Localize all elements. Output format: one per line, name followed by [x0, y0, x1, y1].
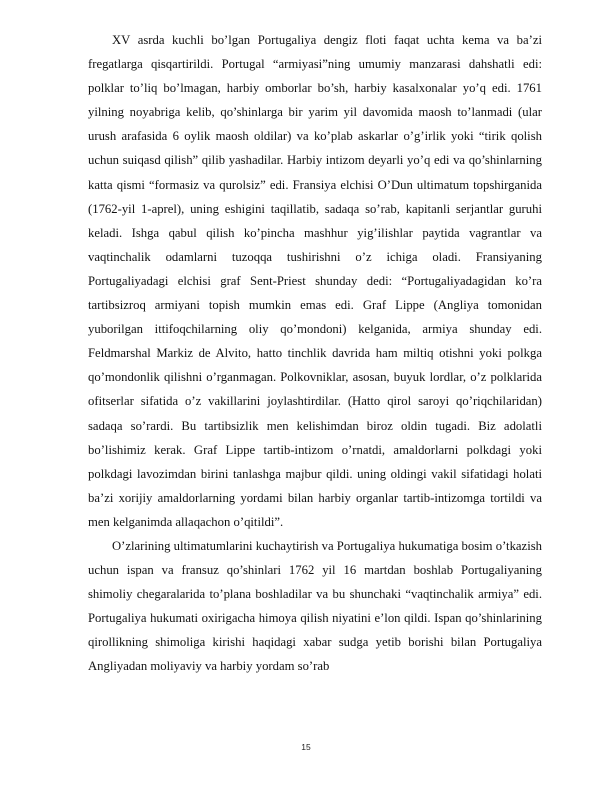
page-number: 15 — [301, 742, 311, 752]
paragraph-2: O’zlarining ultimatumlarini kuchaytirish va Portugaliya hukumatiga bosim o’tkazish uchun ispan va fransuz qo’shinlari 1762 yil 16 martdan boshlab Portugaliyaning shimoliy chegaralarida to’plana boshladilar va bu shunchaki “vaqtinchalik armiya” edi. Portugaliya hukumati oxirigacha himoya qilish niyatini e’lon qildi. Ispan qo’shinlarining qirollikning shimoliga kirishi haqidagi xabar sudga yetib borishi bilan Portugaliya Angliyadan moliyaviy va harbiy yordam so’rab — [88, 538, 542, 674]
paragraph-1: XV asrda kuchli bo’lgan Portugaliya dengiz floti faqat uchta kema va ba’zi fregatlarga qisqartirildi. Portugal “armiyasi”ning umumiy manzarasi dahshatli edi: polklar to’liq bo’lmagan, harbiy omborlar bo’sh, harbiy kasalxonalar yo’q edi. 1761 yilning noyabriga kelib, qo’shinlarga bir yarim yil davomida maosh to’lanmadi (ular urush arafasida 6 oylik maosh oldilar) va ko’plab askarlar o’g’irlik yoki “tirik qolish uchun suiqasd qilish” qilib yashadilar. Harbiy intizom deyarli yo’q edi va qo’shinlarning katta qismi “formasiz va qurolsiz” edi. Fransiya elchisi O’Dun ultimatum topshirganida (1762-yil 1-aprel), uning eshigini taqillatib, sadaqa so’rab, kapitanli serjantlar guruhi keladi. Ishga qabul qilish ko’pincha mashhur yig’ilishlar paytida vagrantlar va vaqtinchalik odamlarni tuzoqqa tushirishni o’z ichiga oladi. Fransiyaning Portugaliyadagi elchisi graf Sent-Priest shunday dedi: “Portugaliyadagidan ko’ra tartibsizroq armiyani topish mumkin emas edi. Graf Lippe (Angliya tomonidan yuborilgan ittifoqchilarning oliy qo’mondoni) kelganida, armiya shunday edi. Feldmarshal Markiz de Alvito, hatto tinchlik davrida ham miltiq otishni yoki polkga qo’mondonlik qilishni o’rganmagan. Polkovniklar, asosan, buyuk lordlar, o’z polklarida ofitserlar sifatida o’z vakillarini joylashtirdilar. (Hatto qirol saroyi qo’riqchilaridan) sadaqa so’rardi. Bu tartibsizlik men kelishimdan biroz oldin tugadi. Biz adolatli bo’lishimiz kerak. Graf Lippe tartib-intizom o’rnatdi, amaldorlarni polkdagi yoki polkdagi lavozimdan birini tanlashga majbur qildi. uning oldingi vakil sifatidagi holati ba’zi xorijiy amaldorlarning yordami bilan harbiy organlar tartib-intizomga tortildi va men kelganimda allaqachon o’qitildi”. — [88, 33, 542, 529]
body-text — [88, 28, 542, 679]
